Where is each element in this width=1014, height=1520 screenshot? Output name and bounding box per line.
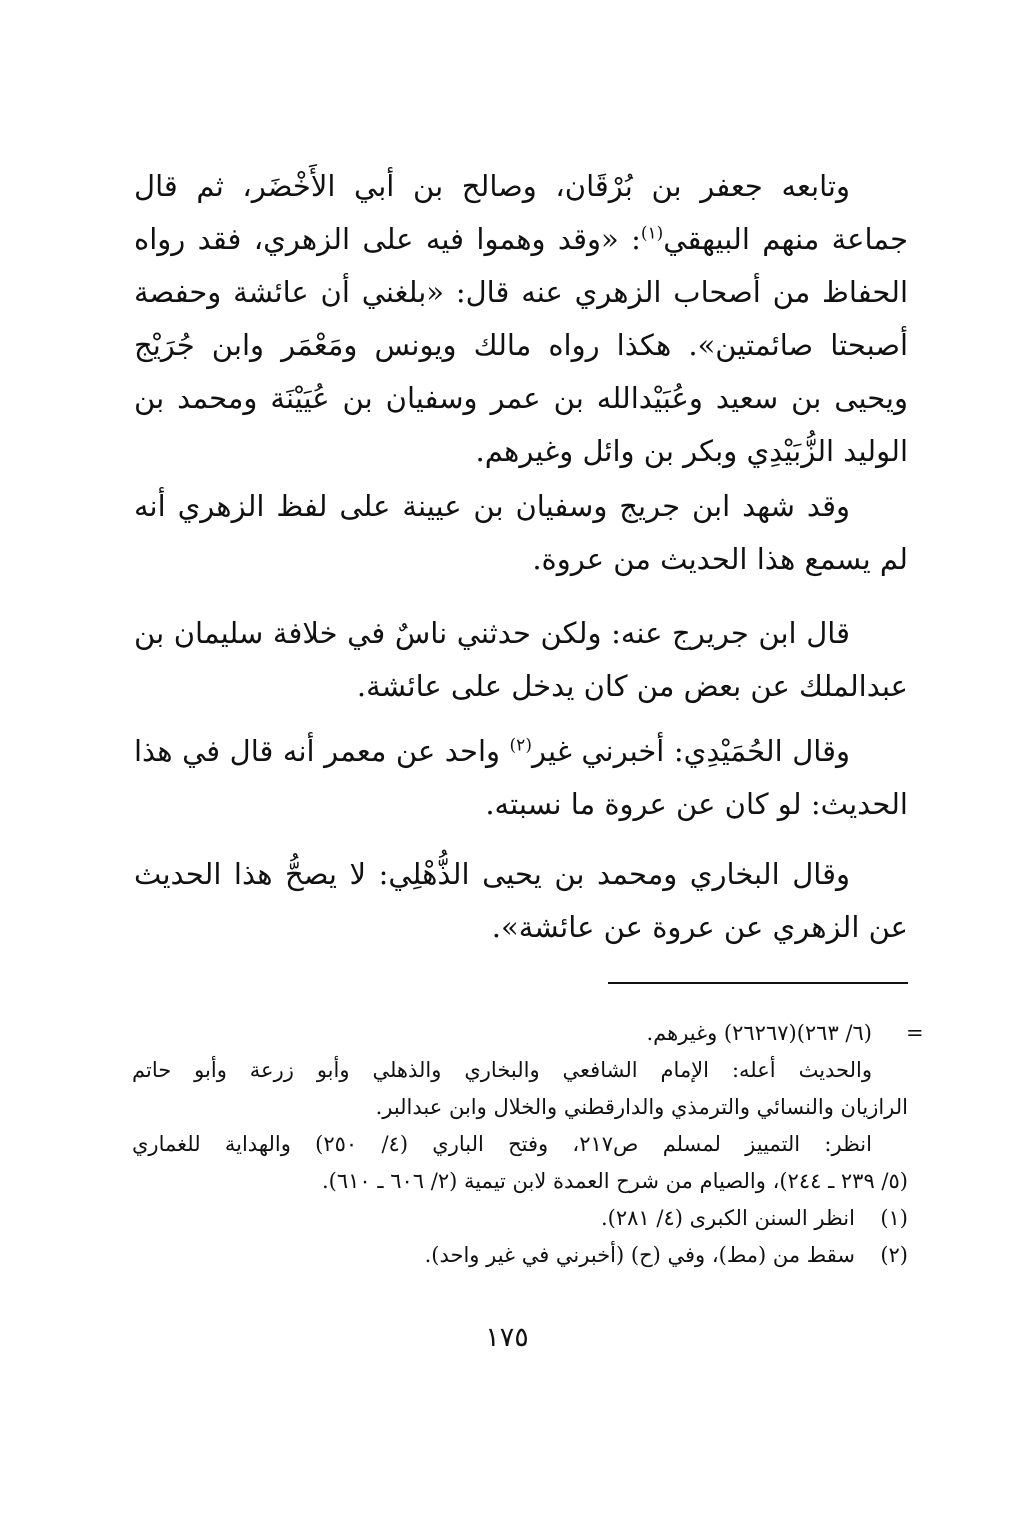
- paragraph-1: [134, 160, 908, 478]
- footnote-1-number: (١): [880, 1206, 908, 1230]
- continuation-mark: =: [906, 1021, 924, 1045]
- paragraph-1-text-b: : «وقد وهموا فيه على الزهري، فقد رواه الحفاظ من أصحاب الزهري عنه قال: «بلغني أن عائشة وحفصة أصبحتا صائمتين». هكذا رواه مالك ويونس ومَعْمَر وابن جُرَيْج ويحيى بن سعيد وعُبَيْدالله بن عمر وسفيان بن عُيَيْنَة ومحمد بن الوليد الزُّبَيْدِي وبكر بن وائل وغيرهم.: [134, 222, 908, 468]
- footnote-ref-1[interactable]: (١): [640, 223, 664, 244]
- paragraph-4-text-b: واحد عن معمر أنه قال في هذا الحديث: لو كان عن عروة ما نسبته.: [134, 734, 908, 821]
- footnote-separator: [608, 982, 908, 984]
- footnote-continued-line-3: الرازيان والنسائي والترمذي والدارقطني والخلال وابن عبدالبر.: [375, 1095, 908, 1119]
- paragraph-3: قال ابن جريرج عنه: ولكن حدثني ناسٌ في خلافة سليمان بن عبدالملك عن بعض من كان يدخل على عائشة.: [134, 616, 908, 703]
- footnote-1: [134, 1200, 908, 1237]
- footnote-2: [134, 1237, 908, 1274]
- paragraph-1-text-a: وتابعه جعفر بن بُرْقَان، وصالح بن أبي الأَخْضَر، ثم قال جماعة منهم البيهقي: [134, 169, 908, 256]
- footnote-ref-2[interactable]: (٢): [509, 735, 532, 756]
- footnote-continued-line-5: (٥/ ٢٣٩ ـ ٢٤٤)، والصيام من شرح العمدة لابن تيمية (٢/ ٦٠٦ ـ ٦١٠).: [321, 1169, 908, 1193]
- paragraph-4-text-a: وقال الحُمَيْدِي: أخبرني غير: [531, 734, 850, 768]
- footnote-continued-line-4: انظر: التمييز لمسلم ص٢١٧، وفتح الباري (٤/ ٢٥٠) والهداية للغماري: [132, 1132, 872, 1156]
- page-number: ١٧٥: [485, 1322, 529, 1353]
- paragraph-4: [134, 725, 908, 831]
- footnote-continued-line-1: (٦/ ٢٦٣)(٢٦٢٦٧) وغيرهم.: [646, 1021, 872, 1045]
- footnote-2-text: سقط من (مط)، وفي (ح) (أخبرني في غير واحد).: [424, 1243, 855, 1267]
- footnote-continued-line-2: والحديث أعله: الإمام الشافعي والبخاري والذهلي وأبو زرعة وأبو حاتم: [132, 1058, 872, 1082]
- paragraph-5: وقال البخاري ومحمد بن يحيى الذُّهْلِي: لا يصحُّ هذا الحديث عن الزهري عن عروة عن عائشة».: [134, 857, 908, 944]
- footnote-2-number: (٢): [880, 1243, 908, 1267]
- footnote-1-text: انظر السنن الكبرى (٤/ ٢٨١).: [600, 1206, 855, 1230]
- paragraph-2: وقد شهد ابن جريج وسفيان بن عيينة على لفظ الزهري أنه لم يسمع هذا الحديث من عروة.: [134, 489, 908, 576]
